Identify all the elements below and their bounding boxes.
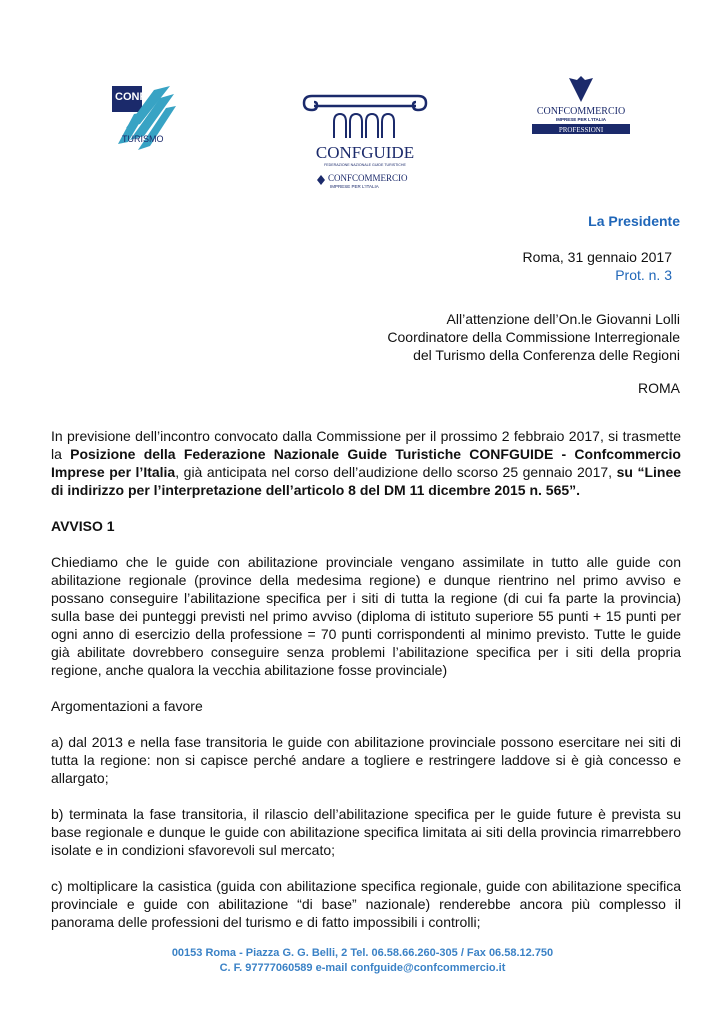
sender-role: La Presidente	[588, 213, 680, 229]
conf-logo-top-text: CONF	[115, 91, 147, 103]
footer-contacts: C. F. 97777060589 e-mail confguide@confcommercio.it	[219, 962, 506, 974]
argument-a: a) dal 2013 e nella fase transitoria le guide con abilitazione provinciale possono esercitare nei siti di tutta la regione: non si capisce perché andare a togliere e restringere laddove si è già concesso e allargato;	[51, 734, 681, 786]
confguide-logo-name: CONFGUIDE	[315, 143, 415, 162]
letter-date: Roma, 31 gennaio 2017	[522, 249, 672, 265]
ccp-logo-name: CONFCOMMERCIO	[536, 106, 626, 117]
recipient-line: All’attenzione dell’On.le Giovanni Lolli	[446, 311, 680, 327]
recipient-line: del Turismo della Conferenza delle Regioni	[413, 347, 680, 363]
intro-text: In previsione dell’incontro convocato dalla Commissione per il prossimo 2 febbraio 2017, si trasmette la	[51, 428, 681, 462]
footer-address: 00153 Roma - Piazza G. G. Belli, 2 Tel. 06.58.66.260-305 / Fax 06.58.12.750	[171, 947, 554, 959]
recipient-line: Coordinatore della Commissione Interregionale	[387, 329, 680, 345]
argument-c: c) moltiplicare la casistica (guida con abilitazione specifica regionale, guide con abilitazione specifica provinciale e guide con abilitazione “di base” nazionale) renderebbe ancora più complesso il panorama delle professioni del turismo e di fatto impossibili i controlli;	[51, 878, 681, 930]
eagle-icon	[569, 76, 593, 102]
confguide-logo-sub-brand: CONFCOMMERCIO	[328, 173, 408, 183]
recipient-city: ROMA	[638, 380, 680, 396]
ccp-logo-tagline: IMPRESE PER L'ITALIA	[556, 117, 606, 122]
intro-text: , già anticipata nel corso dell’audizione dello scorso 25 gennaio 2017,	[175, 464, 617, 480]
confguide-logo-sub-tagline: IMPRESE PER L'ITALIA	[330, 184, 379, 189]
confguide-logo	[300, 84, 430, 194]
intro-bold-subject: su “Linee di indirizzo per l’interpretazione dell’articolo 8 del DM 11 dicembre 2015 n. 565”.	[51, 464, 682, 498]
intro-paragraph	[51, 427, 681, 499]
ccp-logo-band: PROFESSIONI	[558, 126, 604, 134]
intro-bold-organization: Posizione della Federazione Nazionale Guide Turistiche CONFGUIDE - Confcommercio Imprese per l’Italia	[51, 446, 681, 480]
eagle-icon	[317, 175, 325, 185]
letter-body	[51, 427, 681, 949]
page-footer	[0, 946, 725, 976]
conf-logo-bottom-text: TURISMO	[122, 134, 164, 144]
recipient-address	[387, 310, 680, 364]
argument-b: b) terminata la fase transitoria, il rilascio dell’abilitazione specifica per le guide future è prevista su base regionale e dunque le guide con abilitazione specifica limitata ai siti della provincia rimarrebbero isolate e in condizioni sfavorevoli sul mercato;	[51, 806, 681, 858]
confguide-logo-tagline: FEDERAZIONE NAZIONALE GUIDE TURISTICHE	[324, 163, 406, 167]
confcommercio-professioni-logo	[528, 72, 634, 138]
paragraph-arguments-title: Argomentazioni a favore	[51, 698, 203, 714]
protocol-number: Prot. n. 3	[615, 267, 672, 283]
conf-turismo-logo	[110, 84, 182, 156]
section-heading: AVVISO 1	[51, 518, 115, 534]
paragraph-request: Chiediamo che le guide con abilitazione provinciale vengano assimilate in tutto alle guide con abilitazione regionale (province della medesima regione) e dunque rientrino nel primo avviso e possano conseguire l’abilitazione specifica per i siti di tutta la regione (di cui fa parte la provincia) sulla base dei punteggi previsti nel primo avviso (diploma di istituto superiore 55 punti + 15 punti per ogni anno di esercizio della professione = 70 punti corrispondenti al minimo previsto. Tutte le guide già abilitate dovrebbero conseguire senza problemi l’abilitazione specifica per i siti della propria regione, anche qualora la vecchia abilitazione fosse provinciale)	[51, 554, 681, 678]
